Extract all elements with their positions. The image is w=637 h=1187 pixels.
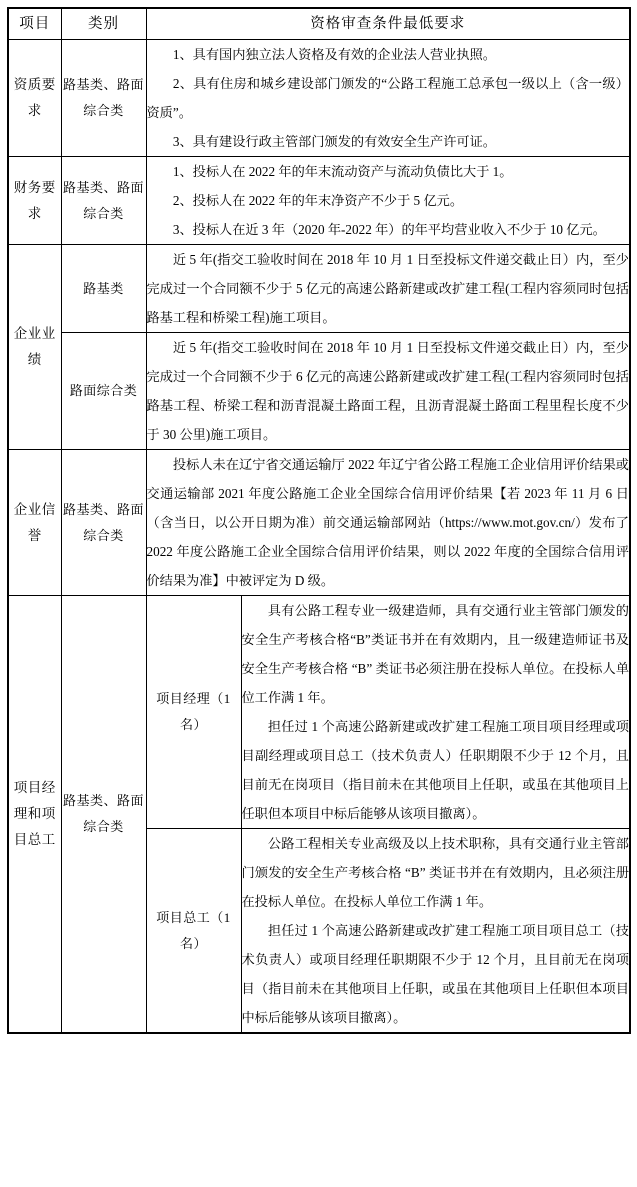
role-project-manager: 项目经理（1 名）: [146, 596, 241, 829]
qualification-requirements-table: [7, 7, 631, 1034]
paragraph: 近 5 年(指交工验收时间在 2018 年 10 月 1 日至投标文件递交截止日）内，至少完成过一个合同额不少于 6 亿元的高速公路新建或改扩建工程(工程内容须同时包括路基工程、桥梁工程和沥青混凝土路面工程，且沥青混凝土路面工程里程长度不少于 30 公里)施工项目。: [146, 340, 629, 442]
table-row-financial: [8, 157, 630, 245]
row-content-financial: [146, 157, 630, 245]
header-item: 项目: [8, 8, 61, 40]
header-requirement: 资格审查条件最低要求: [146, 8, 630, 40]
paragraph: 公路工程相关专业高级及以上技术职称，具有交通行业主管部门颁发的安全生产考核合格 “B” 类证书并在有效期内，且必须注册在投标人单位。在投标人单位工作满 1 年。: [241, 836, 629, 909]
role-chief-engineer: 项目总工（1 名）: [146, 829, 241, 1034]
table-header-row: [8, 8, 630, 40]
row-item-performance: 企业业绩: [8, 245, 61, 450]
row-item-credit: 企业信誉: [8, 450, 61, 596]
row-content-performance-roadbed: [146, 245, 630, 333]
header-category: 类别: [61, 8, 146, 40]
row-category-qualification: 路基类、路面综合类: [61, 40, 146, 157]
row-category-performance-pavement: 路面综合类: [61, 333, 146, 450]
table-row-performance-pavement: [8, 333, 630, 450]
row-category-performance-roadbed: 路基类: [61, 245, 146, 333]
paragraph: 1、具有国内独立法人资格及有效的企业法人营业执照。: [172, 47, 496, 62]
row-item-financial: 财务要求: [8, 157, 61, 245]
table-row-credit: [8, 450, 630, 596]
paragraph: 2、具有住房和城乡建设部门颁发的“公路工程施工总承包一级以上（含一级）资质”。: [146, 76, 629, 120]
table-row-qualification: [8, 40, 630, 157]
table-row-project-manager: [8, 596, 630, 829]
paragraph: 投标人未在辽宁省交通运输厅 2022 年辽宁省公路工程施工企业信用评价结果或交通运输部 2021 年度公路施工企业全国综合信用评价结果【若 2023 年 11 月 6 日（含当日，以公开日期为准）前交通运输部网站（https://www.mot.gov.cn/）发布了 2022 年度公路施工企业全国综合信用评价结果，则以 2022 年度的全国综合信用评价结果为准】中被评定为 D 级。: [146, 457, 629, 588]
paragraph: 担任过 1 个高速公路新建或改扩建工程施工项目项目经理或项目副经理或项目总工（技术负责人）任职期限不少于 12 个月，且目前无在岗项目（指目前未在其他项目上任职，或虽在其他项目上任职但本项目中标后能够从该项目撤离）。: [241, 719, 629, 821]
paragraph: 3、投标人在近 3 年（2020 年-2022 年）的年平均营业收入不少于 10 亿元。: [172, 222, 606, 237]
paragraph: 担任过 1 个高速公路新建或改扩建工程施工项目项目总工（技术负责人）或项目经理任职期限不少于 12 个月，且目前无在岗项目（指目前未在其他项目上任职，或虽在其他项目上任职但本项目中标后能够从该项目撤离）。: [241, 923, 629, 1025]
paragraph: 近 5 年(指交工验收时间在 2018 年 10 月 1 日至投标文件递交截止日）内，至少完成过一个合同额不少于 5 亿元的高速公路新建或改扩建工程(工程内容须同时包括路基工程和桥梁工程)施工项目。: [146, 252, 629, 325]
paragraph: 3、具有建设行政主管部门颁发的有效安全生产许可证。: [172, 134, 496, 149]
row-content-credit: [146, 450, 630, 596]
row-category-credit: 路基类、路面综合类: [61, 450, 146, 596]
row-category-key-personnel: 路基类、路面综合类: [61, 596, 146, 1034]
row-item-qualification: 资质要求: [8, 40, 61, 157]
paragraph: 具有公路工程专业一级建造师，具有交通行业主管部门颁发的安全生产考核合格“B”类证书并在有效期内，且一级建造师证书及安全生产考核合格 “B” 类证书必须注册在投标人单位。在投标人单位工作满 1 年。: [241, 603, 629, 705]
row-content-performance-pavement: [146, 333, 630, 450]
row-content-chief-engineer: [241, 829, 630, 1034]
row-content-qualification: [146, 40, 630, 157]
row-item-key-personnel: 项目经理和项目总工: [8, 596, 61, 1034]
row-category-financial: 路基类、路面综合类: [61, 157, 146, 245]
paragraph: 2、投标人在 2022 年的年末净资产不少于 5 亿元。: [172, 193, 464, 208]
table-row-performance-roadbed: [8, 245, 630, 333]
paragraph: 1、投标人在 2022 年的年末流动资产与流动负债比大于 1。: [172, 164, 513, 179]
row-content-project-manager: [241, 596, 630, 829]
